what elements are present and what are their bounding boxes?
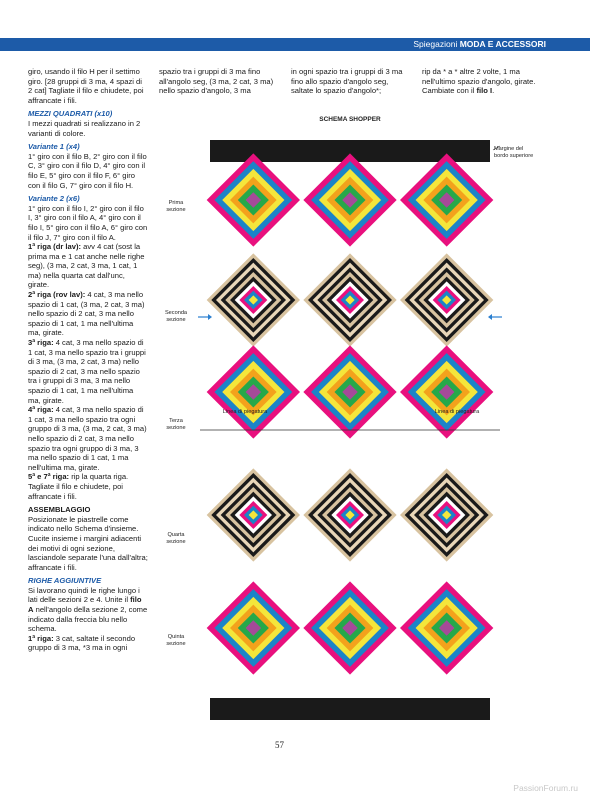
extra-rows-bold: filo A [28,595,142,615]
bottom-border-band [210,698,490,720]
section-label-5: Quinta sezione [166,634,186,647]
page-number: 57 [275,740,284,750]
row-1-text: avv 4 cat (sost la prima ma e 1 cat anche nelle righe seg), (3 ma, 2 cat, 3 ma, 1 cat, 1 ma) nella quarta cat dall'unc, girate. [28,242,145,290]
text-column-2 [159,67,279,96]
row-2-label: 2ª riga (rov lav): [28,290,86,300]
column-4-bold: filo I [476,86,493,96]
extra-row-1-instructions [28,634,148,653]
extra-rows-text-b: nell'angolo della sezione 2, come indicato dalla freccia blu nello schema. [28,605,148,634]
row-1-label: 1ª riga (dr lav): [28,242,82,252]
column-4-text-a: rip da * a * altre 2 volte, 1 ma nell'ultimo spazio d'angolo, girate. Cambiate con il [422,67,536,96]
row-2-text: 4 cat, 3 ma nello spazio di 1 cat, (3 ma, 2 cat, 3 ma) nello spazio di 2 cat, 3 ma nello spazio di 1 cat, 1 ma nell'ultima ma, girate. [28,290,145,338]
header-section: Spiegazioni [413,39,458,49]
text-column-3 [291,67,411,96]
row-2-instructions [28,290,148,338]
section-label-3: Terza sezione [166,418,186,431]
variant1-text: 1° giro con il filo B, 2° giro con il filo C, 3° giro con il filo D, 4° giro con il filo E, 5° giro con il filo F, 6° giro con il filo G, 7° giro con il filo H. [28,151,147,190]
intro-paragraph: giro, usando il filo H per il settimo giro. [28 gruppi di 3 ma, 4 spazi di 2 cat] Tagliate il filo e chiudete, poi affrancate i fili. [28,67,144,105]
variant1-heading: Variante 1 (x4) [28,142,80,152]
section-label-2: Seconda sezione [164,310,188,323]
row-5-7-text: rip la quarta riga. Tagliate il filo e chiudete, poi affrancate i fili. [28,472,129,501]
variant2-heading: Variante 2 (x6) [28,194,80,204]
header-title: MODA E ACCESSORI [459,39,546,49]
footer-watermark-link[interactable]: PassionForum.ru [513,783,578,793]
row-1-instructions [28,242,148,290]
text-column-1 [28,67,148,653]
extra-row-1-label: 1ª riga: [28,633,54,643]
assembly-heading: ASSEMBLAGGIO [28,505,91,515]
column-4-text [422,67,547,96]
row-4-label: 4ª riga: [28,405,54,415]
row-3-label: 3ª riga: [28,338,54,348]
shopper-schema-diagram [160,112,560,732]
row-4-instructions [28,405,148,472]
extra-rows-text [28,586,148,634]
extra-row-1-text: 3 cat, saltate il secondo gruppo di 3 ma, *3 ma in ogni [28,633,136,653]
fold-line-label-left: Linea di piegatura [222,409,268,415]
column-2-text: spazio tra i gruppi di 3 ma fino all'angolo seg, (3 ma, 2 cat, 3 ma) nello spazio d'angolo, 3 ma [159,67,274,96]
section-label-4: Quarta sezione [166,532,186,545]
top-margin-label: Margine del bordo superiore [494,146,534,159]
running-header [413,38,546,51]
column-3-text: in ogni spazio tra i gruppi di 3 ma fino allo spazio d'angolo seg, saltate lo spazio d'angolo*; [291,67,403,96]
schema-title: SCHEMA SHOPPER [319,116,381,123]
half-squares-heading: MEZZI QUADRATI (x10) [28,109,113,119]
fold-line-label-right: Linea di piegatura [434,409,480,415]
text-column-4 [422,67,547,96]
row-5-7-label: 5ª e 7ª riga: [28,472,70,482]
variant2-text: 1° giro con il filo I, 2° giro con il filo I, 3° giro con il filo A, 4° giro con il filo I, 5° giro con il filo A, 6° giro con il filo J, 7° giro con il filo A. [28,203,148,242]
extra-rows-heading: RIGHE AGGIUNTIVE [28,576,102,586]
section-label-1: Prima sezione [166,200,186,213]
row-3-instructions [28,338,148,405]
extra-rows-text-a: Si lavorano quindi le righe lungo i lati delle sezioni 2 e 4. Unite il [28,585,140,605]
row-4-text: 4 cat, 3 ma nello spazio di 1 cat, 3 ma nello spazio tra ogni gruppo di 3 ma, (3 ma, 2 cat, 3 ma) nello spazio di 2 cat, 3 ma nello spazio tra ogni gruppo di 3 ma, 3 ma nello spazio di 1 cat, 1 ma nell'ultima ma, girate. [28,405,147,472]
assembly-text: Posizionate le piastrelle come indicato nello Schema d'insieme. Cucite insieme i margini adiacenti dei motivi di ogni sezione, lasciandole separate l'una dall'altra; affrancate i fili. [28,514,148,572]
row-5-7-instructions [28,472,148,501]
row-3-text: 4 cat, 3 ma nello spazio di 1 cat, 3 ma nello spazio tra i gruppi di 3 ma, (3 ma, 2 cat, 3 ma) nello spazio di 2 cat, 3 ma nello spazio tra i gruppi di 3 ma, 3 ma nello spazio di 1 cat, 1 ma nell'ultima ma, girate. [28,338,146,405]
column-4-end: . [492,86,495,96]
schema-graphic [160,112,560,732]
half-squares-text: I mezzi quadrati si realizzano in 2 varianti di colore. [28,118,141,138]
